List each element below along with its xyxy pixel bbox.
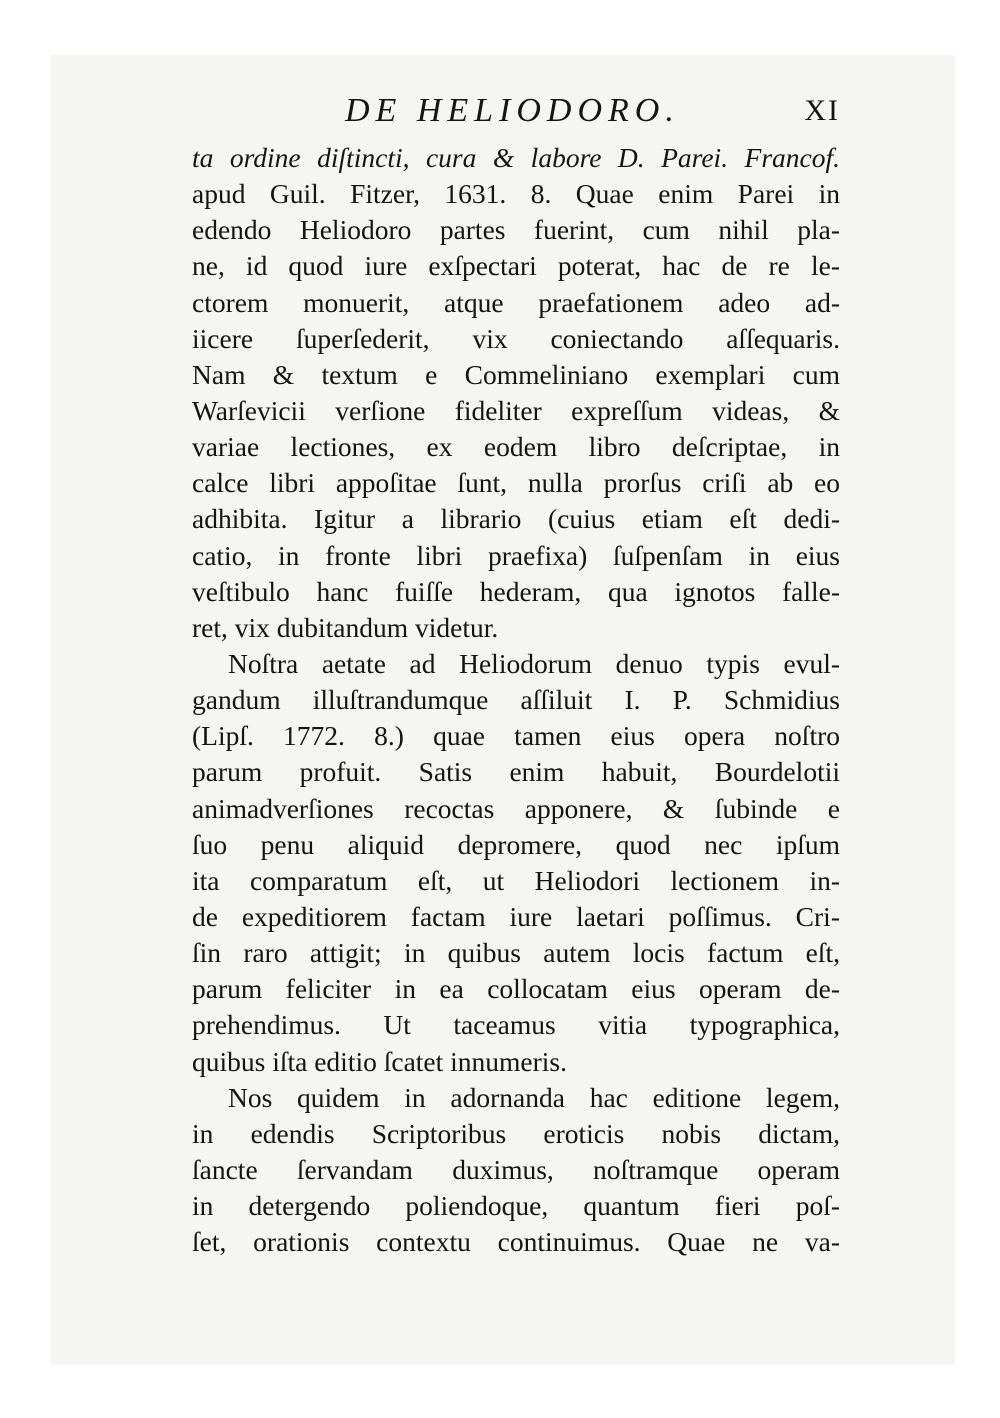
paragraph-2 (192, 646, 840, 1080)
text-line: (Lipſ. 1772. 8.) quae tamen eius opera noſtro (192, 720, 840, 752)
text-line: in edendis Scriptoribus eroticis nobis dictam, (192, 1117, 840, 1149)
text-line: calce libri appoſitae ſunt, nulla prorſus criſi ab eo (192, 467, 840, 499)
text-line: ſin raro attigit; in quibus autem locis factum eſt, (192, 937, 840, 969)
text-line: in detergendo poliendoque, quantum fieri poſ- (192, 1190, 840, 1222)
text-line: gandum illuſtrandumque aſſiluit I. P. Schmidius (192, 684, 840, 716)
text-line: prehendimus. Ut taceamus vitia typographica, (192, 1009, 840, 1041)
text-line: ret, vix dubitandum videtur. (192, 611, 499, 643)
text-line: Warſevicii verſione fideliter expreſſum videas, & (192, 394, 840, 426)
text-line: ne, id quod iure exſpectari poterat, hac de re le- (192, 250, 840, 282)
text-line: animadverſiones recoctas apponere, & ſubinde e (192, 792, 840, 824)
text-line: de expeditiorem factam iure laetari poſſimus. Cri- (192, 900, 840, 932)
text-line: ctorem monuerit, atque praefationem adeo ad- (192, 286, 840, 318)
paragraph-3 (192, 1080, 840, 1261)
text-line: variae lectiones, ex eodem libro deſcriptae, in (192, 431, 840, 463)
text-line: iicere ſuperſederit, vix coniectando aſſequaris. (192, 322, 840, 354)
text-line: edendo Heliodoro partes fuerint, cum nihil pla- (192, 214, 840, 246)
text-line: ſuo penu aliquid depromere, quod nec ipſum (192, 828, 840, 860)
text-line: catio, in fronte libri praefixa) ſuſpenſam in eius (192, 539, 840, 571)
text-line: ſancte ſervandam duximus, noſtramque operam (192, 1153, 840, 1185)
running-title: DE HELIODORO. (345, 92, 680, 129)
text-line: Nam & textum e Commeliniano exemplari cum (192, 358, 840, 390)
text-line: apud Guil. Fitzer, 1631. 8. Quae enim Parei in (192, 178, 840, 210)
text-line: veſtibulo hanc fuiſſe hederam, qua ignotos falle- (192, 575, 840, 607)
page-number: XI (804, 94, 840, 127)
text-line: ita comparatum eſt, ut Heliodori lectionem in- (192, 864, 840, 896)
paragraph-1 (192, 140, 840, 646)
text-line: ta ordine diſtincti, cura & labore D. Parei. Francof. (192, 142, 840, 173)
text-line: adhibita. Igitur a librario (cuius etiam eſt dedi- (192, 503, 840, 535)
text-line: Nos quidem in adornanda hac editione legem, (228, 1081, 840, 1113)
text-line: ſet, orationis contextu continuimus. Quae ne va- (192, 1226, 840, 1258)
body-text (192, 140, 840, 1260)
text-line: parum feliciter in ea collocatam eius operam de- (192, 973, 840, 1005)
text-line: Noſtra aetate ad Heliodorum denuo typis evul- (228, 647, 840, 679)
text-line: quibus iſta editio ſcatet innumeris. (192, 1045, 567, 1077)
text-line: parum profuit. Satis enim habuit, Bourdelotii (192, 756, 840, 788)
page-header (190, 92, 840, 142)
